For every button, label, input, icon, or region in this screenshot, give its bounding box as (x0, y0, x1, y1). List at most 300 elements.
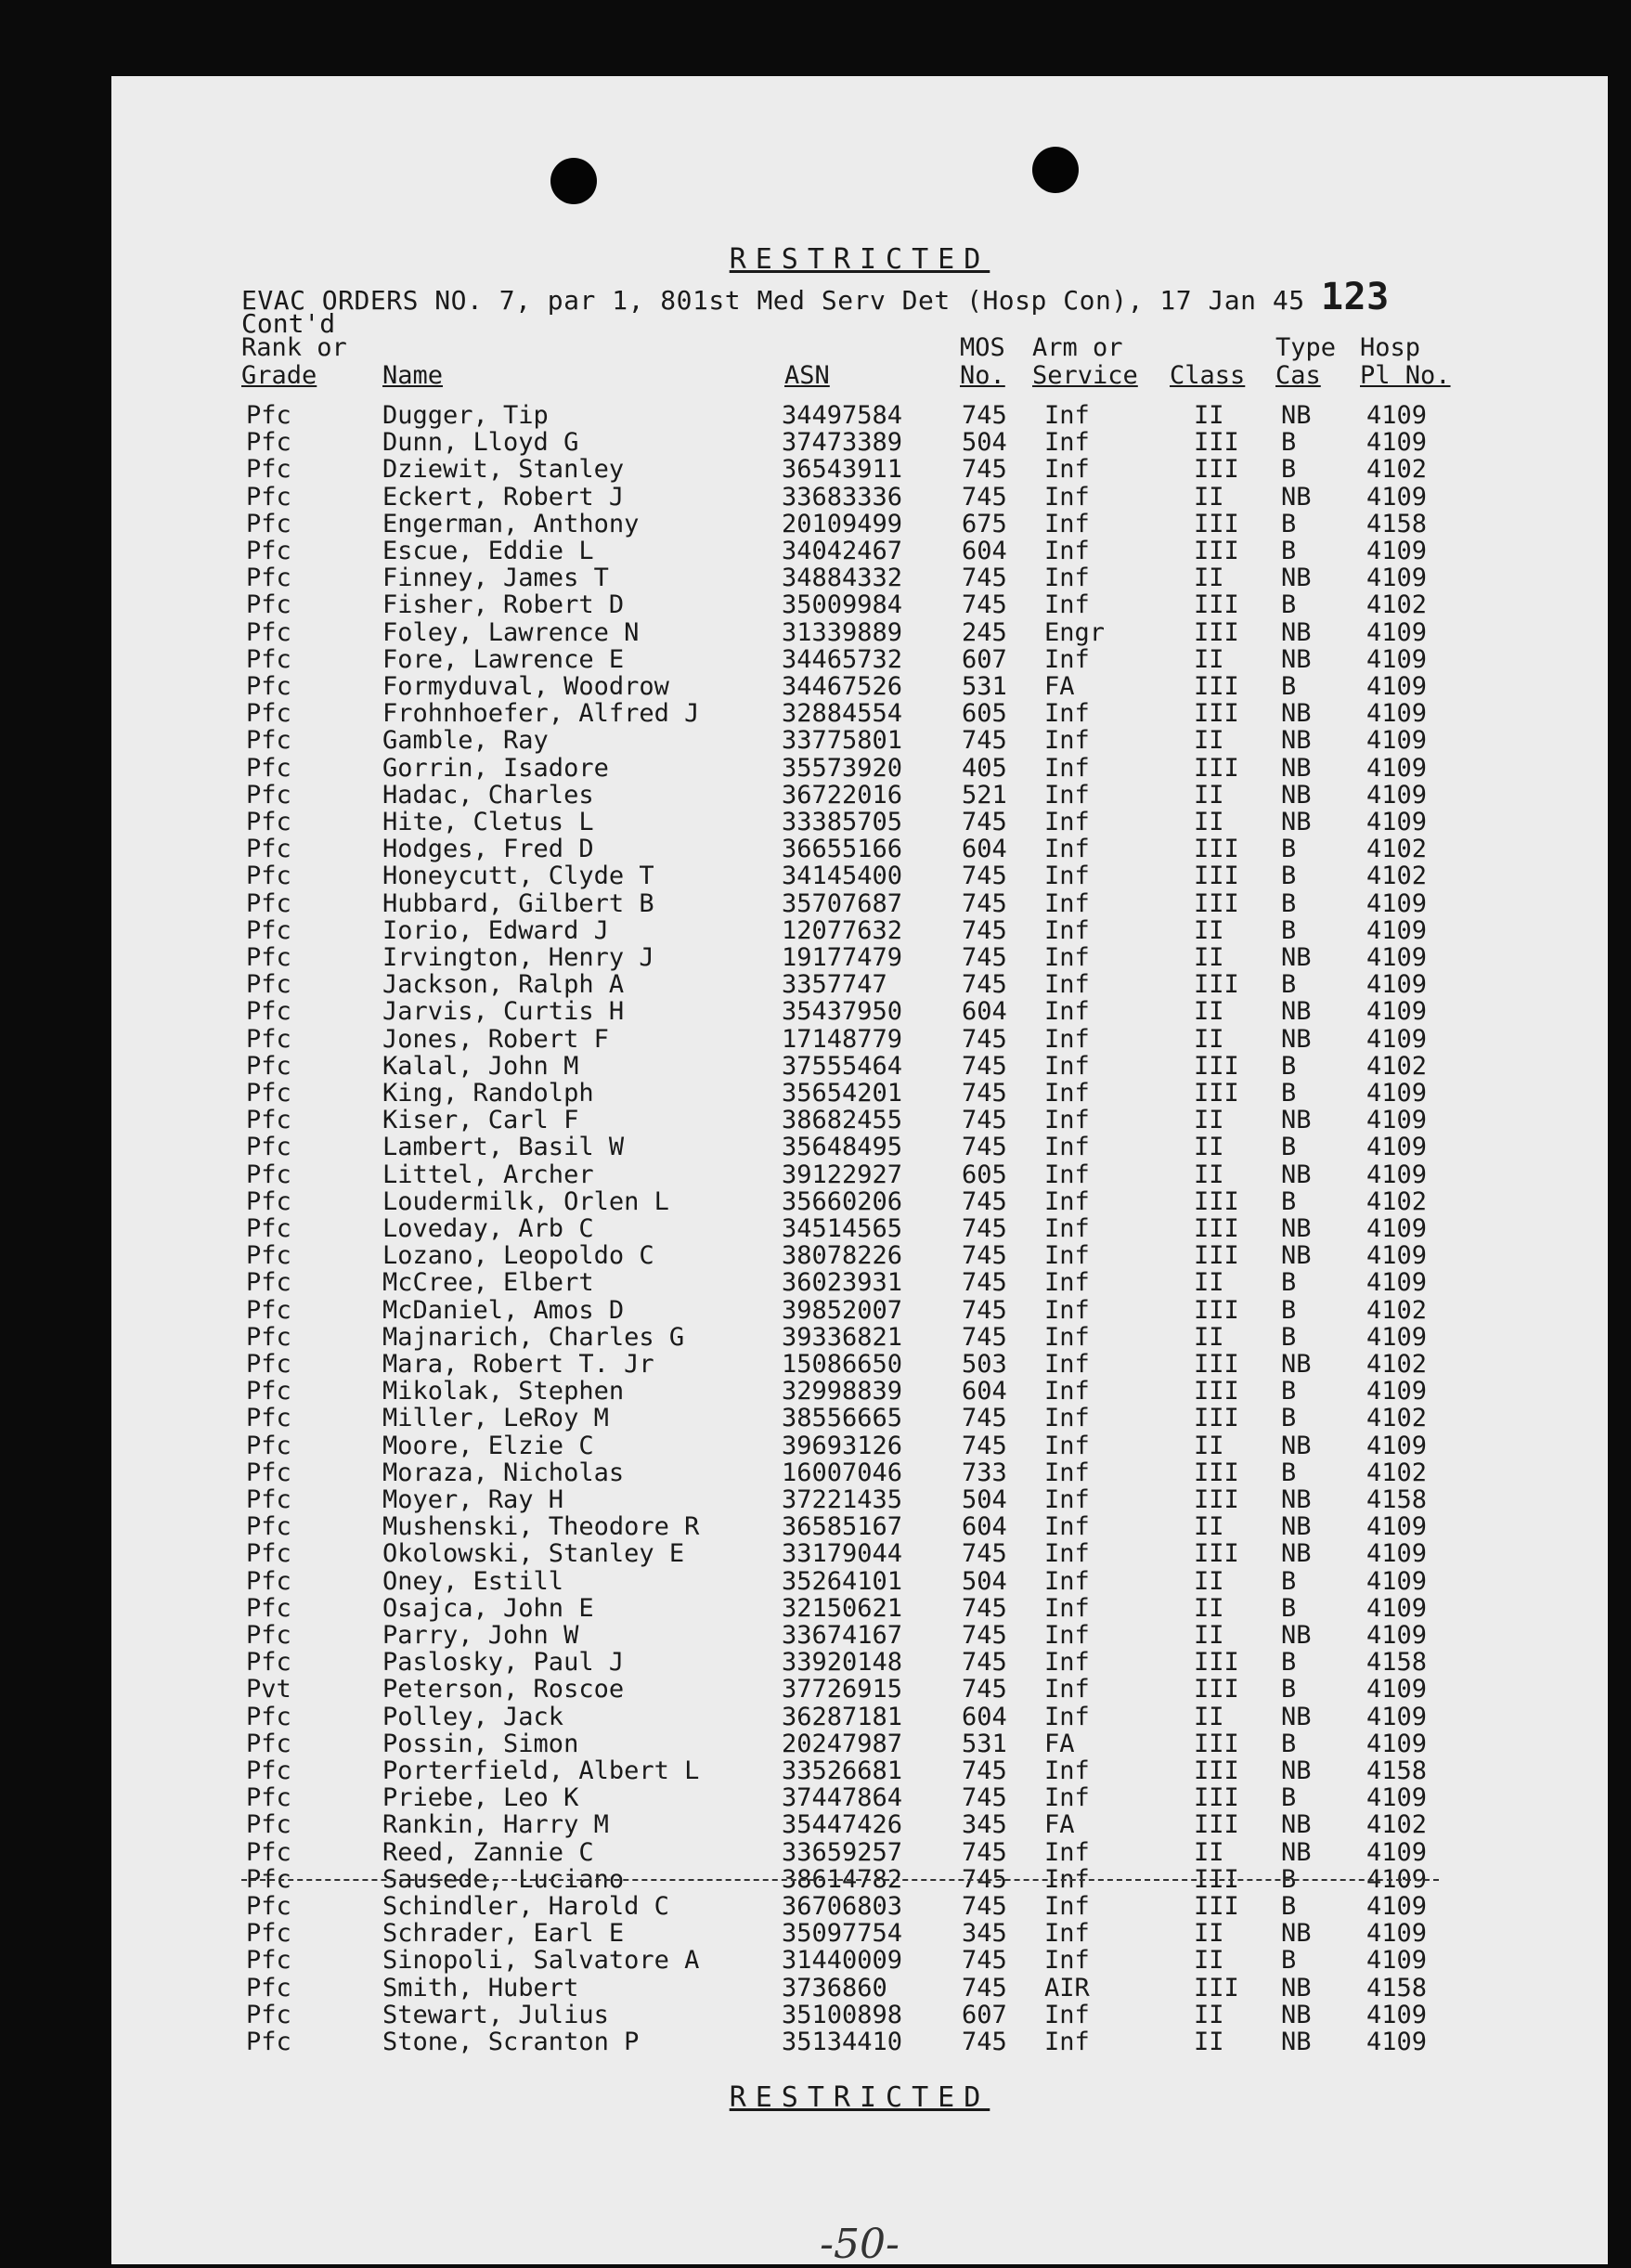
cell-class: II (1194, 2000, 1224, 2029)
cell-rank: Pfc (246, 1593, 291, 1623)
cell-rank: Pfc (246, 753, 291, 783)
cell-name: Possin, Simon (382, 1729, 579, 1758)
table-row (111, 1350, 1608, 1377)
cell-asn: 37221435 (782, 1485, 903, 1514)
cell-asn: 37555464 (782, 1051, 903, 1081)
cell-type: NB (1281, 2000, 1312, 2029)
cell-type: NB (1281, 1810, 1312, 1840)
cell-mos: 345 (962, 1919, 1007, 1949)
cell-class: II (1194, 1593, 1224, 1623)
cell-rank: Pfc (246, 970, 291, 1000)
cell-asn: 35447426 (782, 1810, 903, 1840)
cell-class: II (1194, 1106, 1224, 1135)
cell-arm: Inf (1044, 943, 1090, 972)
col-mos-line2: No. (960, 361, 1005, 390)
cell-rank: Pfc (246, 1783, 291, 1813)
cell-mos: 503 (962, 1350, 1007, 1379)
cell-name: Oney, Estill (382, 1566, 564, 1596)
cell-arm: FA (1044, 672, 1075, 701)
cell-type: B (1281, 970, 1297, 1000)
table-row (111, 1052, 1608, 1079)
cell-class: II (1194, 943, 1224, 972)
cell-name: Fisher, Robert D (382, 590, 625, 620)
cell-type: NB (1281, 1539, 1312, 1569)
table-row (111, 1377, 1608, 1404)
cell-class: III (1194, 1214, 1239, 1243)
cell-hosp: 4109 (1366, 1864, 1428, 1894)
cell-type: B (1281, 1648, 1297, 1678)
cell-class: II (1194, 1566, 1224, 1596)
cell-rank: Pfc (246, 428, 291, 458)
cell-asn: 35654201 (782, 1079, 903, 1108)
cell-hosp: 4109 (1366, 1919, 1428, 1949)
col-mos-header (960, 334, 1005, 390)
cell-hosp: 4109 (1366, 943, 1428, 972)
cell-mos: 745 (962, 401, 1007, 430)
cell-arm: FA (1044, 1810, 1075, 1840)
cell-arm: Inf (1044, 1512, 1090, 1542)
cell-name: Moyer, Ray H (382, 1485, 564, 1514)
cell-name: McCree, Elbert (382, 1268, 594, 1298)
cell-class: II (1194, 564, 1224, 593)
cell-class: III (1194, 672, 1239, 701)
cell-asn: 20109499 (782, 509, 903, 538)
cell-name: Dugger, Tip (382, 401, 549, 430)
cell-asn: 35097754 (782, 1919, 903, 1949)
cell-asn: 35134410 (782, 2028, 903, 2056)
cell-class: III (1194, 1079, 1239, 1108)
cell-asn: 37726915 (782, 1675, 903, 1704)
cell-class: III (1194, 428, 1239, 458)
cell-type: NB (1281, 1919, 1312, 1949)
cell-mos: 745 (962, 888, 1007, 918)
cell-rank: Pfc (246, 726, 291, 756)
cell-name: Osajca, John E (382, 1593, 594, 1623)
cell-arm: Inf (1044, 1377, 1090, 1406)
table-row (111, 1133, 1608, 1160)
table-row (111, 1810, 1608, 1840)
cell-rank: Pfc (246, 1431, 291, 1460)
cell-class: III (1194, 1051, 1239, 1081)
cell-mos: 745 (962, 1404, 1007, 1433)
cell-rank: Pfc (246, 1350, 291, 1379)
cell-arm: Inf (1044, 1268, 1090, 1298)
page-number: 123 (1320, 276, 1390, 318)
cell-mos: 745 (962, 1268, 1007, 1298)
cell-type: B (1281, 835, 1297, 864)
cell-type: B (1281, 1377, 1297, 1406)
table-row (111, 1974, 1608, 2001)
cell-rank: Pfc (246, 997, 291, 1027)
table-row (111, 1485, 1608, 1512)
cell-name: Kalal, John M (382, 1051, 579, 1081)
cell-mos: 521 (962, 780, 1007, 810)
cell-rank: Pfc (246, 780, 291, 810)
cell-hosp: 4109 (1366, 1702, 1428, 1731)
cell-type: NB (1281, 780, 1312, 810)
table-row (111, 401, 1608, 428)
contd-label: Cont'd (241, 308, 336, 339)
table-row (111, 1703, 1608, 1730)
cell-mos: 531 (962, 1729, 1007, 1758)
cell-asn: 35707687 (782, 888, 903, 918)
cell-arm: Inf (1044, 1783, 1090, 1813)
cell-class: II (1194, 997, 1224, 1027)
cell-class: II (1194, 482, 1224, 512)
cell-type: B (1281, 1268, 1297, 1298)
cell-type: NB (1281, 617, 1312, 647)
cell-arm: Inf (1044, 1458, 1090, 1487)
cell-hosp: 4102 (1366, 1404, 1428, 1433)
cell-rank: Pfc (246, 1241, 291, 1271)
table-row (111, 510, 1608, 537)
cell-asn: 39852007 (782, 1295, 903, 1325)
cell-class: II (1194, 1160, 1224, 1189)
cell-name: Sinopoli, Salvatore A (382, 1946, 700, 1976)
cell-asn: 17148779 (782, 1024, 903, 1054)
cell-hosp: 4109 (1366, 1621, 1428, 1650)
cell-asn: 33526681 (782, 1756, 903, 1785)
cell-name: Paslosky, Paul J (382, 1648, 625, 1678)
cell-mos: 604 (962, 537, 1007, 565)
cell-rank: Pvt (246, 1675, 291, 1704)
cell-hosp: 4102 (1366, 1051, 1428, 1081)
table-row (111, 672, 1608, 699)
cell-mos: 745 (962, 1946, 1007, 1976)
cell-hosp: 4109 (1366, 1892, 1428, 1921)
cell-arm: Inf (1044, 1133, 1090, 1162)
cell-mos: 504 (962, 428, 1007, 458)
table-row (111, 726, 1608, 756)
cell-class: III (1194, 1783, 1239, 1813)
cell-name: Sausede, Luciano (382, 1864, 625, 1894)
cell-mos: 745 (962, 726, 1007, 756)
cell-rank: Pfc (246, 1106, 291, 1135)
cell-class: III (1194, 1892, 1239, 1921)
cell-type: B (1281, 1186, 1297, 1216)
cell-asn: 36585167 (782, 1512, 903, 1542)
cell-asn: 34514565 (782, 1214, 903, 1243)
cell-type: B (1281, 428, 1297, 458)
table-row (111, 537, 1608, 564)
cell-asn: 32884554 (782, 699, 903, 729)
order-title-text: EVAC ORDERS NO. 7, par 1, 801st Med Serv Det (Hosp Con), 17 Jan 45 (241, 285, 1305, 316)
cell-hosp: 4109 (1366, 888, 1428, 918)
cell-rank: Pfc (246, 1160, 291, 1189)
cell-rank: Pfc (246, 1024, 291, 1054)
cell-class: II (1194, 1322, 1224, 1352)
cell-class: III (1194, 1404, 1239, 1433)
cell-type: B (1281, 1458, 1297, 1487)
cell-hosp: 4109 (1366, 1133, 1428, 1162)
cell-hosp: 4109 (1366, 915, 1428, 945)
cell-name: King, Randolph (382, 1079, 594, 1108)
cell-asn: 16007046 (782, 1458, 903, 1487)
cell-mos: 745 (962, 1621, 1007, 1650)
col-mos-line1: MOS (960, 333, 1005, 362)
col-rank-line2: Grade (241, 361, 317, 390)
table-row (111, 1567, 1608, 1594)
cell-name: Gorrin, Isadore (382, 753, 609, 783)
cell-name: Eckert, Robert J (382, 482, 625, 512)
cell-mos: 745 (962, 1783, 1007, 1813)
cell-hosp: 4109 (1366, 2000, 1428, 2029)
cell-rank: Pfc (246, 1946, 291, 1976)
cell-arm: Inf (1044, 1621, 1090, 1650)
cell-class: III (1194, 1756, 1239, 1785)
cell-hosp: 4102 (1366, 455, 1428, 485)
cell-class: III (1194, 617, 1239, 647)
cell-arm: Inf (1044, 1431, 1090, 1460)
cell-name: Dunn, Lloyd G (382, 428, 579, 458)
cell-mos: 745 (962, 1892, 1007, 1921)
cell-class: II (1194, 1946, 1224, 1976)
cell-asn: 34467526 (782, 672, 903, 701)
cell-rank: Pfc (246, 672, 291, 701)
cell-name: Jarvis, Curtis H (382, 997, 625, 1027)
cell-name: Kiser, Carl F (382, 1106, 579, 1135)
table-row (111, 699, 1608, 729)
cell-arm: Engr (1044, 617, 1106, 647)
cell-hosp: 4109 (1366, 1079, 1428, 1108)
cell-hosp: 4109 (1366, 699, 1428, 729)
handwritten-page-number: -50- (820, 2221, 900, 2268)
cell-arm: Inf (1044, 2000, 1090, 2029)
cell-hosp: 4109 (1366, 1783, 1428, 1813)
cell-type: NB (1281, 401, 1312, 430)
cell-mos: 745 (962, 1322, 1007, 1352)
cell-name: Dziewit, Stanley (382, 455, 625, 485)
cell-class: II (1194, 1837, 1224, 1867)
cell-hosp: 4109 (1366, 1377, 1428, 1406)
cell-arm: Inf (1044, 1024, 1090, 1054)
cell-type: B (1281, 1864, 1297, 1894)
cell-mos: 605 (962, 699, 1007, 729)
cell-name: Hadac, Charles (382, 780, 594, 810)
cell-arm: Inf (1044, 564, 1090, 593)
cell-arm: Inf (1044, 1837, 1090, 1867)
cell-mos: 531 (962, 672, 1007, 701)
cell-type: NB (1281, 726, 1312, 756)
cell-mos: 604 (962, 1512, 1007, 1542)
table-row (111, 862, 1608, 891)
cell-asn: 33674167 (782, 1621, 903, 1650)
cell-type: NB (1281, 753, 1312, 783)
cell-asn: 19177479 (782, 943, 903, 972)
cell-hosp: 4158 (1366, 509, 1428, 538)
cell-arm: Inf (1044, 1539, 1090, 1569)
cell-name: Okolowski, Stanley E (382, 1539, 685, 1569)
cell-rank: Pfc (246, 1079, 291, 1108)
cell-hosp: 4109 (1366, 428, 1428, 458)
cell-asn: 39336821 (782, 1322, 903, 1352)
table-row (111, 428, 1608, 458)
cell-type: B (1281, 1729, 1297, 1758)
cell-arm: Inf (1044, 509, 1090, 538)
cell-name: Finney, James T (382, 564, 609, 593)
cell-asn: 39122927 (782, 1160, 903, 1189)
cell-asn: 36023931 (782, 1268, 903, 1298)
cell-arm: Inf (1044, 1106, 1090, 1135)
cell-arm: Inf (1044, 1214, 1090, 1243)
cell-arm: Inf (1044, 428, 1090, 458)
cell-type: B (1281, 509, 1297, 538)
col-arm-line1: Arm or (1032, 333, 1123, 362)
cell-arm: Inf (1044, 780, 1090, 810)
cell-class: III (1194, 537, 1239, 565)
cell-mos: 745 (962, 1051, 1007, 1081)
cell-hosp: 4102 (1366, 1458, 1428, 1487)
cell-rank: Pfc (246, 509, 291, 538)
cell-asn: 20247987 (782, 1729, 903, 1758)
cell-type: NB (1281, 997, 1312, 1027)
cell-rank: Pfc (246, 1268, 291, 1298)
cell-type: NB (1281, 1512, 1312, 1542)
cell-class: III (1194, 455, 1239, 485)
cell-asn: 38078226 (782, 1241, 903, 1271)
cell-hosp: 4109 (1366, 537, 1428, 565)
cell-arm: Inf (1044, 1350, 1090, 1379)
cell-hosp: 4109 (1366, 672, 1428, 701)
cell-arm: Inf (1044, 1404, 1090, 1433)
cell-name: Honeycutt, Clyde T (382, 862, 654, 891)
cell-hosp: 4158 (1366, 1973, 1428, 2002)
cell-mos: 745 (962, 1106, 1007, 1135)
cell-mos: 745 (962, 1133, 1007, 1162)
cell-asn: 33920148 (782, 1648, 903, 1678)
table-row (111, 1783, 1608, 1813)
table-row (111, 1214, 1608, 1241)
cell-asn: 15086650 (782, 1350, 903, 1379)
cell-rank: Pfc (246, 943, 291, 972)
cell-type: NB (1281, 1702, 1312, 1731)
cell-mos: 604 (962, 1702, 1007, 1731)
cell-asn: 35100898 (782, 2000, 903, 2029)
cell-class: II (1194, 780, 1224, 810)
table-row (111, 1432, 1608, 1458)
cell-hosp: 4109 (1366, 1566, 1428, 1596)
cell-rank: Pfc (246, 1186, 291, 1216)
cell-hosp: 4109 (1366, 1214, 1428, 1243)
cell-hosp: 4109 (1366, 997, 1428, 1027)
cell-hosp: 4109 (1366, 2028, 1428, 2056)
col-asn-label: ASN (784, 361, 830, 390)
cell-type: B (1281, 1675, 1297, 1704)
cell-hosp: 4102 (1366, 1186, 1428, 1216)
cell-hosp: 4102 (1366, 1810, 1428, 1840)
table-row (111, 1892, 1608, 1919)
cell-type: NB (1281, 1485, 1312, 1514)
col-type-line2: Cas (1275, 361, 1321, 390)
cell-asn: 36722016 (782, 780, 903, 810)
table-row (111, 1187, 1608, 1214)
col-asn-header (784, 362, 830, 390)
cell-type: NB (1281, 2028, 1312, 2056)
punch-hole-right (1032, 147, 1079, 193)
cell-class: II (1194, 1702, 1224, 1731)
cell-name: Jones, Robert F (382, 1024, 609, 1054)
cell-asn: 32150621 (782, 1593, 903, 1623)
cell-asn: 35573920 (782, 753, 903, 783)
cell-type: NB (1281, 644, 1312, 674)
cell-name: Gamble, Ray (382, 726, 549, 756)
cell-rank: Pfc (246, 1864, 291, 1894)
cell-hosp: 4102 (1366, 862, 1428, 891)
cell-mos: 745 (962, 808, 1007, 836)
cell-mos: 733 (962, 1458, 1007, 1487)
cell-type: B (1281, 1593, 1297, 1623)
cell-asn: 31339889 (782, 617, 903, 647)
cell-name: Schindler, Harold C (382, 1892, 669, 1921)
cell-type: NB (1281, 1973, 1312, 2002)
cell-asn: 3357747 (782, 970, 887, 1000)
cell-rank: Pfc (246, 617, 291, 647)
cell-mos: 604 (962, 1377, 1007, 1406)
cell-type: B (1281, 1051, 1297, 1081)
cell-rank: Pfc (246, 1729, 291, 1758)
col-arm-line2: Service (1032, 361, 1138, 390)
cell-arm: Inf (1044, 1919, 1090, 1949)
cell-asn: 36706803 (782, 1892, 903, 1921)
table-row (111, 808, 1608, 835)
cell-arm: Inf (1044, 1051, 1090, 1081)
cell-asn: 38614782 (782, 1864, 903, 1894)
cell-asn: 39693126 (782, 1431, 903, 1460)
cell-class: III (1194, 509, 1239, 538)
cell-mos: 345 (962, 1810, 1007, 1840)
cell-hosp: 4109 (1366, 1322, 1428, 1352)
table-row (111, 1323, 1608, 1350)
cell-arm: Inf (1044, 401, 1090, 430)
col-hosp-line2: Pl No. (1360, 361, 1451, 390)
cell-asn: 36655166 (782, 835, 903, 864)
cell-rank: Pfc (246, 590, 291, 620)
cell-asn: 35648495 (782, 1133, 903, 1162)
cell-mos: 745 (962, 1864, 1007, 1894)
cell-type: NB (1281, 1160, 1312, 1189)
cell-arm: Inf (1044, 835, 1090, 864)
cell-type: NB (1281, 1241, 1312, 1271)
cell-rank: Pfc (246, 1051, 291, 1081)
table-row (111, 1512, 1608, 1542)
cell-name: Mikolak, Stephen (382, 1377, 625, 1406)
cell-type: B (1281, 1892, 1297, 1921)
table-row (111, 1539, 1608, 1569)
cell-name: Moore, Elzie C (382, 1431, 594, 1460)
cell-mos: 745 (962, 1648, 1007, 1678)
cell-name: Rankin, Harry M (382, 1810, 609, 1840)
cell-class: III (1194, 1241, 1239, 1271)
cell-arm: Inf (1044, 699, 1090, 729)
cell-class: III (1194, 590, 1239, 620)
cell-hosp: 4102 (1366, 835, 1428, 864)
cell-rank: Pfc (246, 1566, 291, 1596)
cell-rank: Pfc (246, 1648, 291, 1678)
cell-hosp: 4158 (1366, 1485, 1428, 1514)
cell-class: III (1194, 1973, 1239, 2002)
cell-hosp: 4109 (1366, 970, 1428, 1000)
cell-type: B (1281, 862, 1297, 891)
cell-name: Iorio, Edward J (382, 915, 609, 945)
cell-name: Hubbard, Gilbert B (382, 888, 654, 918)
table-row (111, 564, 1608, 593)
cell-hosp: 4109 (1366, 1675, 1428, 1704)
cell-arm: Inf (1044, 590, 1090, 620)
cell-hosp: 4109 (1366, 1160, 1428, 1189)
cell-asn: 34042467 (782, 537, 903, 565)
cell-type: B (1281, 1404, 1297, 1433)
cell-asn: 34145400 (782, 862, 903, 891)
